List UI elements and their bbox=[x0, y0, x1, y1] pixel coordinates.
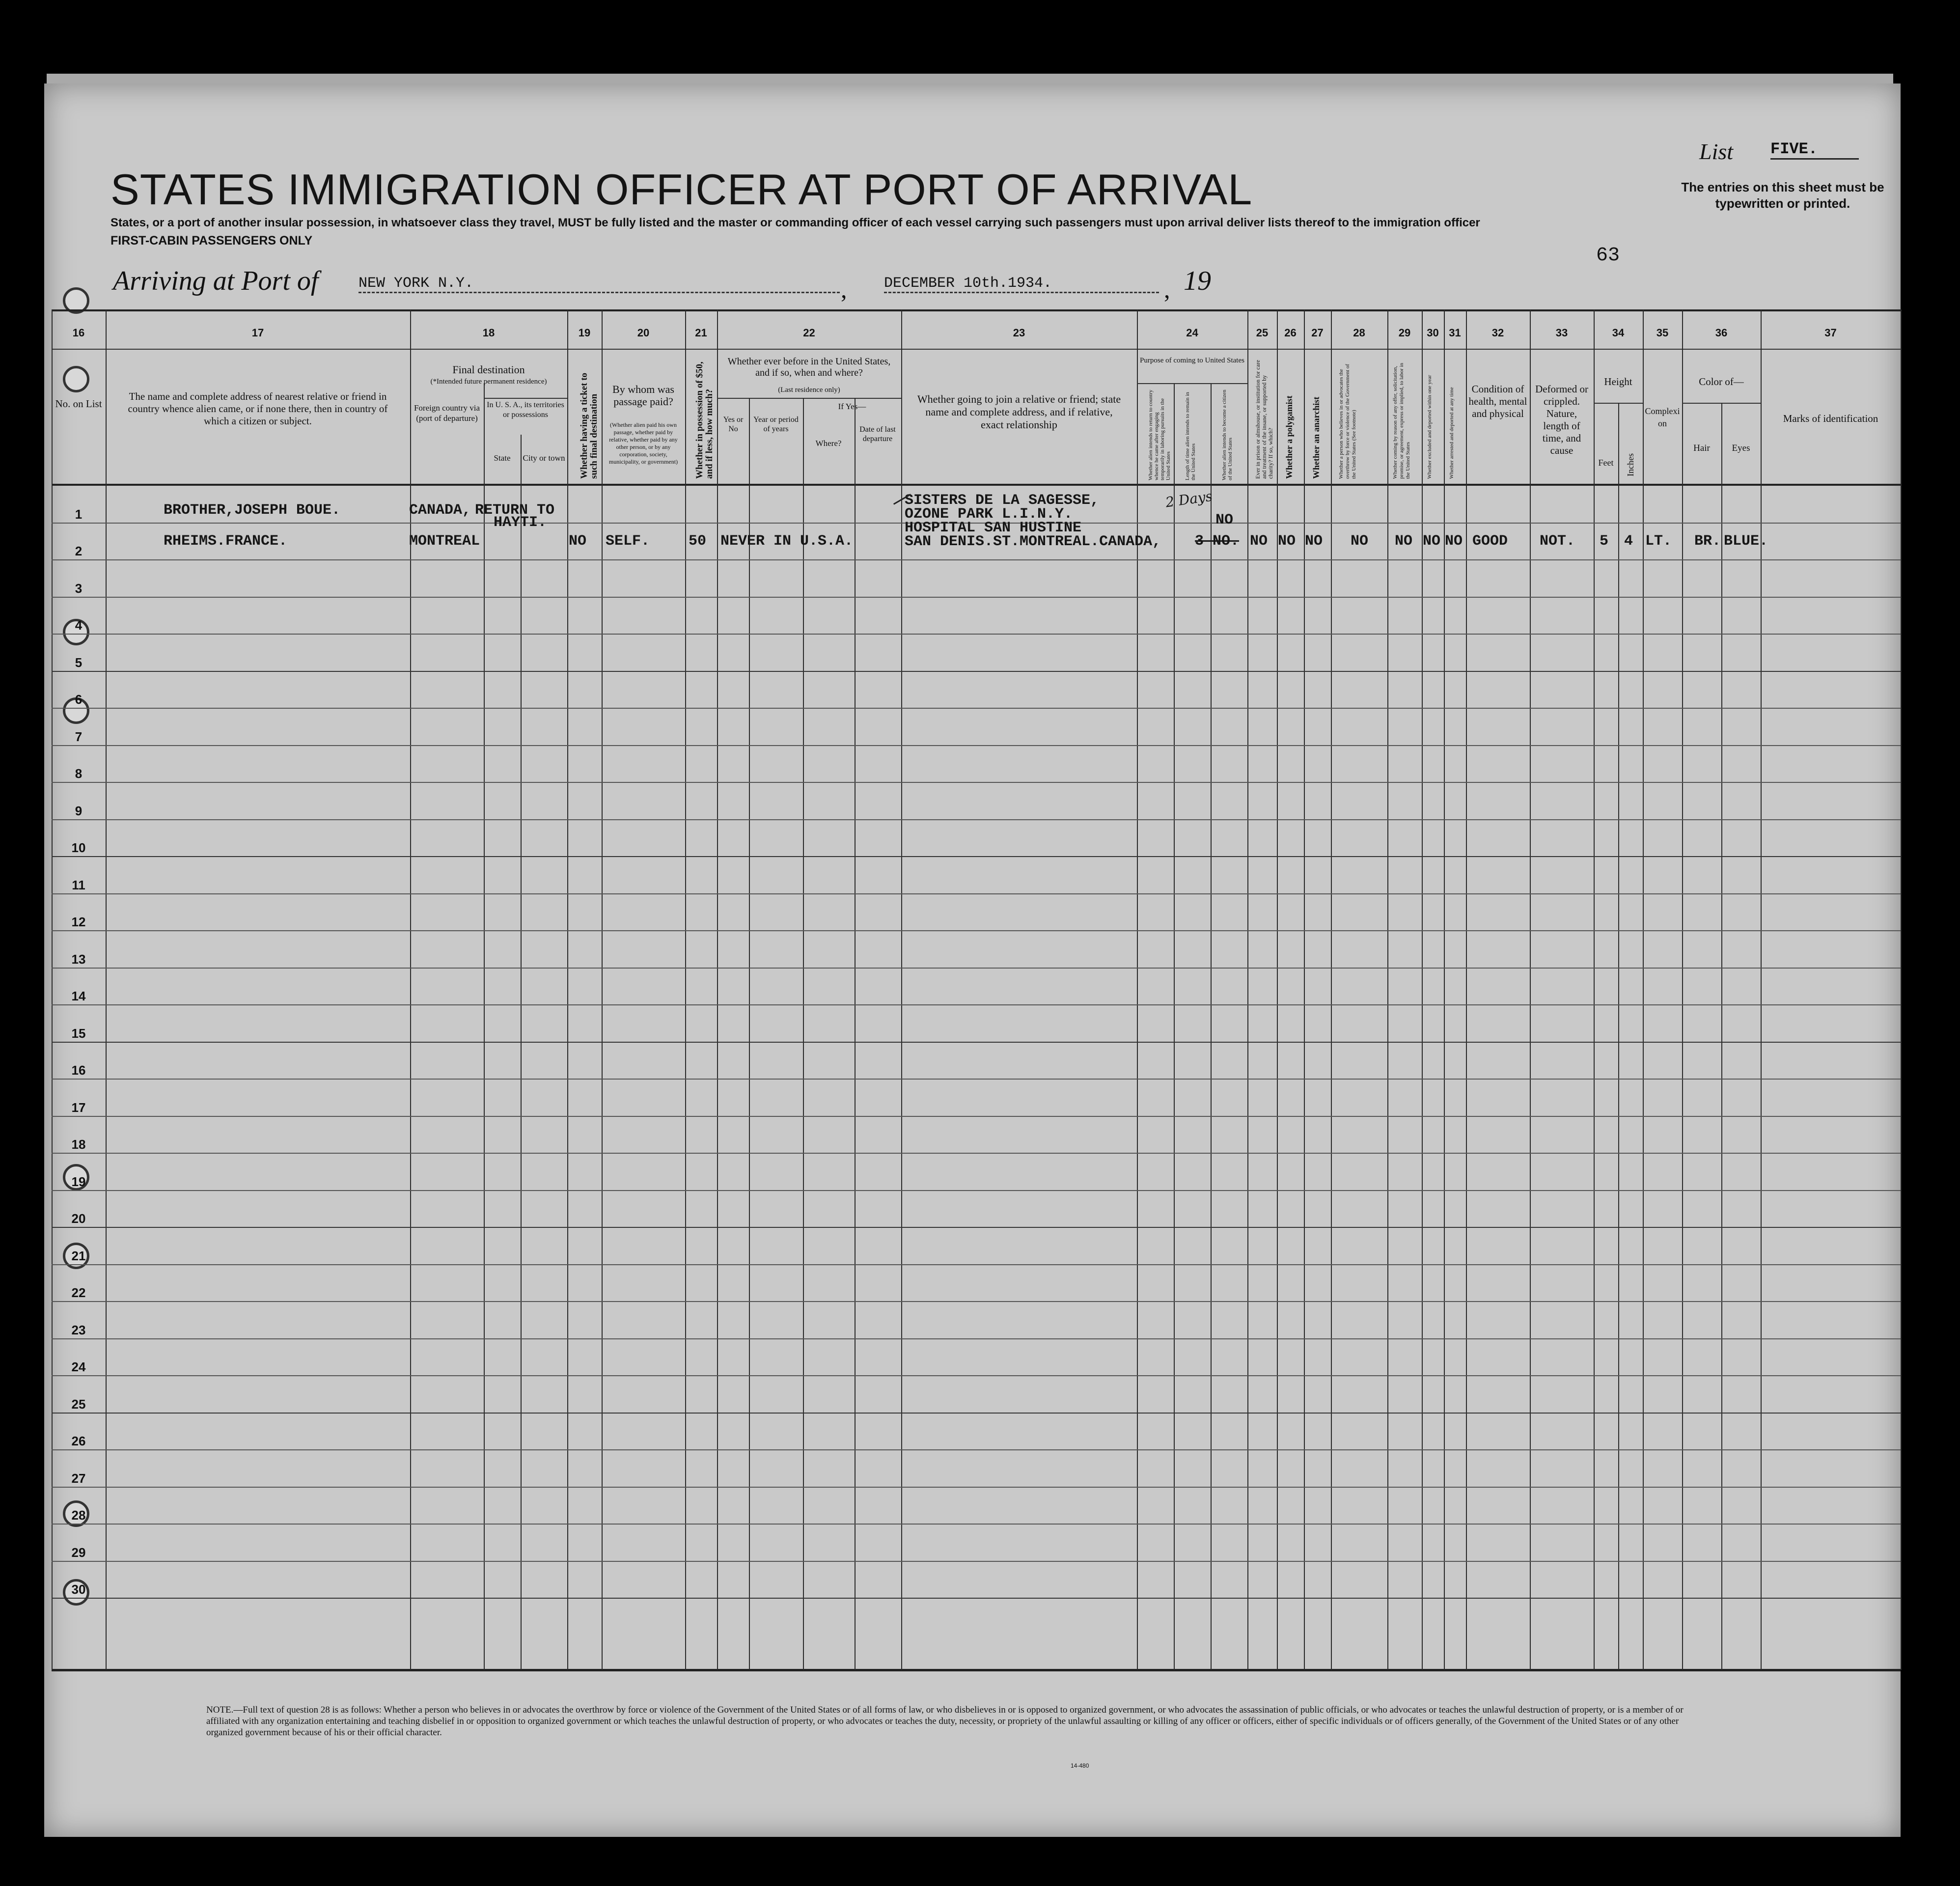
col-rule bbox=[1387, 309, 1388, 1670]
entry-hair: BR. bbox=[1694, 533, 1721, 550]
row-number: 7 bbox=[75, 729, 83, 744]
header-final-destination: Final destination bbox=[452, 363, 525, 376]
comma: , bbox=[841, 276, 847, 303]
row-number: 3 bbox=[75, 581, 83, 596]
entry-purpose-struck: 3 NO. bbox=[1195, 533, 1240, 550]
sub-rule bbox=[717, 398, 901, 399]
row-rule bbox=[52, 1079, 1901, 1080]
colnum-33: 33 bbox=[1555, 327, 1568, 339]
colnum-16: 16 bbox=[72, 327, 85, 339]
header-join-relative: Whether going to join a relative or friend; state name and complete address, and if relative, exact relationship bbox=[917, 393, 1121, 431]
row-number: 8 bbox=[75, 766, 83, 781]
col-rule bbox=[803, 398, 804, 1670]
row-number: 11 bbox=[72, 877, 85, 892]
row-number: 23 bbox=[71, 1322, 86, 1337]
header-prison: Ever in prison or almshouse, or institution for care and treatment of the insane, or supported by charity? If so, which? bbox=[1254, 360, 1274, 479]
header-arrested: Whether arrested and deported at any time bbox=[1449, 387, 1455, 479]
entry-relative-line1: BROTHER,JOSEPH BOUE. bbox=[164, 502, 341, 519]
col-rule bbox=[1331, 309, 1332, 1670]
row-rule bbox=[52, 708, 1901, 709]
colnum-23: 23 bbox=[1013, 327, 1025, 339]
col-rule bbox=[1721, 403, 1722, 1670]
col-rule bbox=[567, 309, 568, 1670]
col-rule bbox=[1466, 309, 1467, 1670]
date-value: DECEMBER 10th.1934. bbox=[884, 275, 1159, 293]
header-offer: Whether coming by reason of any offer, solicitation, promise, or agreement, express or implied, to labor in the United States bbox=[1392, 362, 1411, 479]
entry-polygamist: NO bbox=[1278, 533, 1296, 550]
page-title: STATES IMMIGRATION OFFICER AT PORT OF ARRIVAL bbox=[110, 165, 1253, 214]
colnum-32: 32 bbox=[1491, 327, 1504, 339]
manifest-table bbox=[52, 309, 1901, 1670]
entry-paid-by: SELF. bbox=[606, 533, 650, 550]
header-purpose-length: Length of time alien intends to remain in the United States bbox=[1185, 392, 1196, 480]
row-number: 26 bbox=[71, 1434, 86, 1448]
row-number: 14 bbox=[71, 989, 86, 1003]
col-rule bbox=[1211, 383, 1212, 1670]
row-number: 19 bbox=[71, 1174, 86, 1189]
entry-deformed: NOT. bbox=[1540, 533, 1575, 550]
entry-join-line2: OZONE PARK L.I.N.Y. bbox=[905, 506, 1073, 523]
row-rule bbox=[52, 1524, 1901, 1525]
header-year: Year or period of years bbox=[753, 416, 799, 433]
table-bottom-rule bbox=[52, 1669, 1901, 1671]
row-number: 22 bbox=[71, 1285, 86, 1300]
entry-join-line4: SAN DENIS.ST.MONTREAL.CANADA, bbox=[905, 533, 1161, 550]
row-rule bbox=[52, 856, 1901, 857]
row-rule bbox=[52, 1153, 1901, 1154]
comma: , bbox=[1164, 276, 1170, 303]
col-rule bbox=[1304, 309, 1305, 1670]
entry-purpose-handwritten: 2 Days bbox=[1164, 488, 1214, 511]
port-value: NEW YORK N.Y. bbox=[359, 275, 840, 293]
row-number: 29 bbox=[71, 1545, 86, 1560]
row-rule bbox=[52, 1338, 1901, 1339]
row-rule bbox=[52, 1598, 1901, 1599]
header-anarchist: Whether an anarchist bbox=[1311, 396, 1321, 479]
row-number: 25 bbox=[71, 1396, 86, 1412]
entry-join-line3: HOSPITAL SAN HUSTINE bbox=[905, 520, 1082, 536]
col-rule bbox=[1444, 309, 1445, 1670]
table-top-rule bbox=[52, 309, 1901, 311]
row-number: 4 bbox=[75, 618, 83, 633]
row-number: 27 bbox=[71, 1470, 86, 1486]
row-rule bbox=[52, 1561, 1901, 1562]
row-rule bbox=[52, 634, 1901, 635]
row-number: 10 bbox=[71, 840, 86, 855]
row-number: 17 bbox=[71, 1100, 86, 1115]
header-where: Where? bbox=[815, 439, 842, 448]
col-rule bbox=[602, 309, 603, 1670]
header-relative: The name and complete address of nearest relative or friend in country whence alien came, or if none there, then in country of which a citizen or subject. bbox=[128, 390, 388, 427]
row-rule bbox=[52, 1227, 1901, 1228]
header-money: Whether in possession of $50, and if less, how much? bbox=[694, 361, 715, 479]
col-rule bbox=[1761, 309, 1762, 1670]
row-rule bbox=[52, 1375, 1901, 1376]
header-deformed: Deformed or crippled. Nature, length of time, and cause bbox=[1535, 383, 1588, 456]
row-rule bbox=[52, 819, 1901, 820]
colnum-35: 35 bbox=[1656, 327, 1669, 339]
row-rule bbox=[52, 1004, 1901, 1005]
row-number: 28 bbox=[71, 1508, 86, 1523]
year-label: 19 bbox=[1184, 266, 1211, 296]
row-rule bbox=[52, 745, 1901, 746]
entry-prison: NO bbox=[1250, 533, 1268, 550]
entry-relative-line2: RHEIMS.FRANCE. bbox=[164, 533, 288, 550]
header-height: Height bbox=[1604, 376, 1632, 388]
header-polygamist: Whether a polygamist bbox=[1284, 395, 1294, 479]
col-rule bbox=[749, 398, 750, 1670]
row-rule bbox=[52, 1487, 1901, 1488]
row-number: 1 bbox=[75, 506, 83, 522]
header-state: State bbox=[494, 453, 511, 463]
footnote: NOTE.—Full text of question 28 is as follows: Whether a person who believes in or advocates the overthrow by force or violence of the Government of the United States or of all forms of law, or who disbelieves in or is opposed to organized government, or who advocates the assassination of public officials, or who advocates or teaches the unlawful destruction of property, or is a member of or affiliated with any organization entertaining and teaching disbelief in or opposition to organized government or which teaches the unlawful destruction of property, or who advocates or teaches the duty, necessity, or propriety of the unlawful assaulting or killing of any officer or officers, either of specific individuals or of officers generally, of the Government of the United States or of any other organized government because of his or their official character. bbox=[206, 1705, 1684, 1738]
colnum-20: 20 bbox=[637, 327, 650, 339]
row-number: 21 bbox=[71, 1248, 86, 1263]
colnum-29: 29 bbox=[1398, 327, 1411, 339]
header-health: Condition of health, mental and physical bbox=[1468, 383, 1527, 419]
header-final-destination-sub: (*Intended future permanent residence) bbox=[430, 378, 547, 386]
header-overthrow: Whether a person who believes in or advocates the overthrow by force or violence of the Government of the United States (See footnote) bbox=[1338, 364, 1357, 479]
header-purpose-citizen: Whether alien intends to become a citizen of the United States bbox=[1221, 389, 1233, 480]
colnum-36: 36 bbox=[1715, 327, 1728, 339]
col-rule bbox=[1422, 309, 1423, 1670]
form-code: 14-480 bbox=[1071, 1762, 1089, 1769]
header-purpose: Purpose of coming to United States bbox=[1140, 357, 1244, 364]
col-rule bbox=[855, 398, 856, 1670]
row-rule bbox=[52, 1264, 1901, 1265]
row-rule bbox=[52, 597, 1901, 598]
header-ever-before: Whether ever before in the United States, and if so, when and where? bbox=[727, 356, 891, 378]
col-rule bbox=[1277, 309, 1278, 1670]
header-eyes: Eyes bbox=[1732, 443, 1750, 453]
header-date-departure: Date of last departure bbox=[859, 425, 896, 443]
row-number: 13 bbox=[71, 951, 86, 967]
colnum-26: 26 bbox=[1284, 327, 1297, 339]
header-feet: Feet bbox=[1598, 458, 1614, 468]
colnum-24: 24 bbox=[1186, 327, 1198, 339]
arriving-label: Arriving at Port of bbox=[113, 266, 319, 296]
list-label: List bbox=[1699, 139, 1734, 164]
col-rule bbox=[1594, 309, 1595, 1670]
entries-note: The entries on this sheet must be typewritten or printed. bbox=[1681, 180, 1884, 211]
entry-anarchist: NO bbox=[1305, 533, 1323, 550]
row-rule bbox=[52, 930, 1901, 931]
header-inches: Inches bbox=[1626, 453, 1635, 476]
col-rule bbox=[1174, 383, 1175, 1670]
row-number: 9 bbox=[75, 803, 83, 818]
row-number: 16 bbox=[71, 1063, 86, 1078]
entry-feet: 5 bbox=[1600, 533, 1609, 550]
header-in-usa: In U. S. A., its territories or possessions bbox=[487, 401, 564, 419]
row-rule bbox=[52, 559, 1901, 560]
col-rule bbox=[1137, 309, 1138, 1670]
col-rule bbox=[1530, 309, 1531, 1670]
colnum-19: 19 bbox=[578, 327, 591, 339]
entry-purpose-citizen: NO bbox=[1215, 512, 1234, 528]
row-number: 18 bbox=[71, 1137, 86, 1152]
entry-money: 50 bbox=[689, 533, 707, 550]
row-rule bbox=[52, 1449, 1901, 1450]
entry-complexion: LT. bbox=[1645, 533, 1672, 550]
colnum-30: 30 bbox=[1427, 327, 1439, 339]
row-rule bbox=[52, 1413, 1901, 1414]
col-rule bbox=[717, 309, 718, 1670]
row-number: 6 bbox=[75, 692, 83, 707]
page-number: 63 bbox=[1596, 245, 1620, 267]
col-rule bbox=[1247, 309, 1248, 1670]
header-purpose-return: Whether alien intends to return to country whence he came after engaging temporarily in laboring pursuits in the United States bbox=[1148, 389, 1171, 480]
header-city: City or town bbox=[523, 453, 565, 463]
header-if-yes: If Yes— bbox=[838, 402, 866, 411]
row-rule bbox=[52, 1042, 1901, 1043]
entry-usa-line2: HAYTI. bbox=[494, 514, 547, 531]
entry-arrested: NO bbox=[1445, 533, 1463, 550]
col-rule bbox=[901, 309, 902, 1670]
colnum-31: 31 bbox=[1449, 327, 1461, 339]
subtitle-line: States, or a port of another insular possession, in whatsoever class they travel, MUST be fully listed and the master or commanding officer of each vessel carrying such passengers must upon arrival deliver lists thereof to the immigration officer bbox=[110, 216, 1480, 229]
entry-join-line1: SISTERS DE LA SAGESSE, bbox=[905, 492, 1100, 509]
row-number: 15 bbox=[71, 1026, 86, 1041]
colnum-21: 21 bbox=[695, 327, 707, 339]
sub-rule bbox=[1137, 383, 1247, 384]
header-foreign-country: Foreign country via (port of departure) bbox=[414, 403, 480, 423]
header-ticket: Whether having a ticket to such final destination bbox=[579, 372, 599, 479]
header-bottom-rule bbox=[52, 484, 1901, 486]
entry-excluded: NO bbox=[1423, 533, 1441, 550]
row-rule bbox=[52, 782, 1901, 783]
row-number: 5 bbox=[75, 655, 83, 670]
entry-health: GOOD bbox=[1472, 533, 1508, 550]
col-rule bbox=[685, 309, 686, 1670]
colnum-37: 37 bbox=[1824, 327, 1837, 339]
column-number-rule bbox=[52, 349, 1901, 350]
row-number: 20 bbox=[71, 1211, 86, 1226]
row-number: 2 bbox=[75, 544, 83, 558]
colnum-27: 27 bbox=[1311, 327, 1324, 339]
header-color-of: Color of— bbox=[1699, 376, 1744, 388]
header-excluded: Whether excluded and deported within one year bbox=[1427, 375, 1433, 479]
row-rule bbox=[52, 1116, 1901, 1117]
entry-ever-before: NEVER IN U.S.A. bbox=[720, 533, 854, 550]
header-hair: Hair bbox=[1693, 443, 1710, 453]
colnum-28: 28 bbox=[1353, 327, 1365, 339]
entry-foreign-line2: MONTREAL bbox=[409, 533, 480, 550]
header-paid-by: By whom was passage paid? bbox=[612, 383, 674, 408]
col-rule bbox=[106, 309, 107, 1670]
header-yes-no: Yes or No bbox=[723, 416, 744, 433]
row-number: 30 bbox=[71, 1582, 86, 1597]
colnum-25: 25 bbox=[1256, 327, 1269, 339]
entry-inches: 4 bbox=[1624, 533, 1633, 550]
header-complexion: Complexion bbox=[1645, 406, 1680, 428]
col-rule bbox=[521, 435, 522, 1670]
col-rule bbox=[1682, 309, 1683, 1670]
entry-ticket: NO bbox=[569, 533, 587, 550]
entry-offer: NO bbox=[1395, 533, 1413, 550]
col-rule bbox=[1643, 309, 1644, 1670]
header-paid-by-sub: (Whether alien paid his own passage, whether paid by relative, whether paid by any other person, or by any corporation, society, municipality, or government) bbox=[608, 421, 678, 465]
header-ever-before-sub: (Last residence only) bbox=[778, 386, 840, 394]
header-no-on-list: No. on List bbox=[55, 398, 102, 410]
col-rule bbox=[1901, 309, 1902, 1670]
entry-eyes: BLUE. bbox=[1724, 533, 1768, 550]
col-rule bbox=[1618, 403, 1619, 1670]
entry-overthrow: NO bbox=[1351, 533, 1369, 550]
row-rule bbox=[52, 893, 1901, 894]
header-marks: Marks of identification bbox=[1783, 413, 1878, 424]
class-line: FIRST-CABIN PASSENGERS ONLY bbox=[110, 234, 313, 248]
colnum-18: 18 bbox=[482, 327, 495, 339]
row-number: 24 bbox=[71, 1359, 86, 1374]
sub-rule bbox=[484, 398, 567, 399]
row-number: 12 bbox=[71, 915, 86, 929]
list-value: FIVE. bbox=[1770, 140, 1859, 160]
entry-foreign-line1: CANADA, bbox=[409, 502, 471, 519]
row-rule bbox=[52, 1301, 1901, 1302]
colnum-17: 17 bbox=[251, 327, 264, 339]
entry-usa-line1: RETURN TO bbox=[475, 502, 555, 519]
row-rule bbox=[52, 968, 1901, 969]
colnum-22: 22 bbox=[803, 327, 815, 339]
col-rule bbox=[484, 383, 485, 1670]
row-rule bbox=[52, 1190, 1901, 1191]
row-rule bbox=[52, 671, 1901, 672]
colnum-34: 34 bbox=[1612, 327, 1625, 339]
